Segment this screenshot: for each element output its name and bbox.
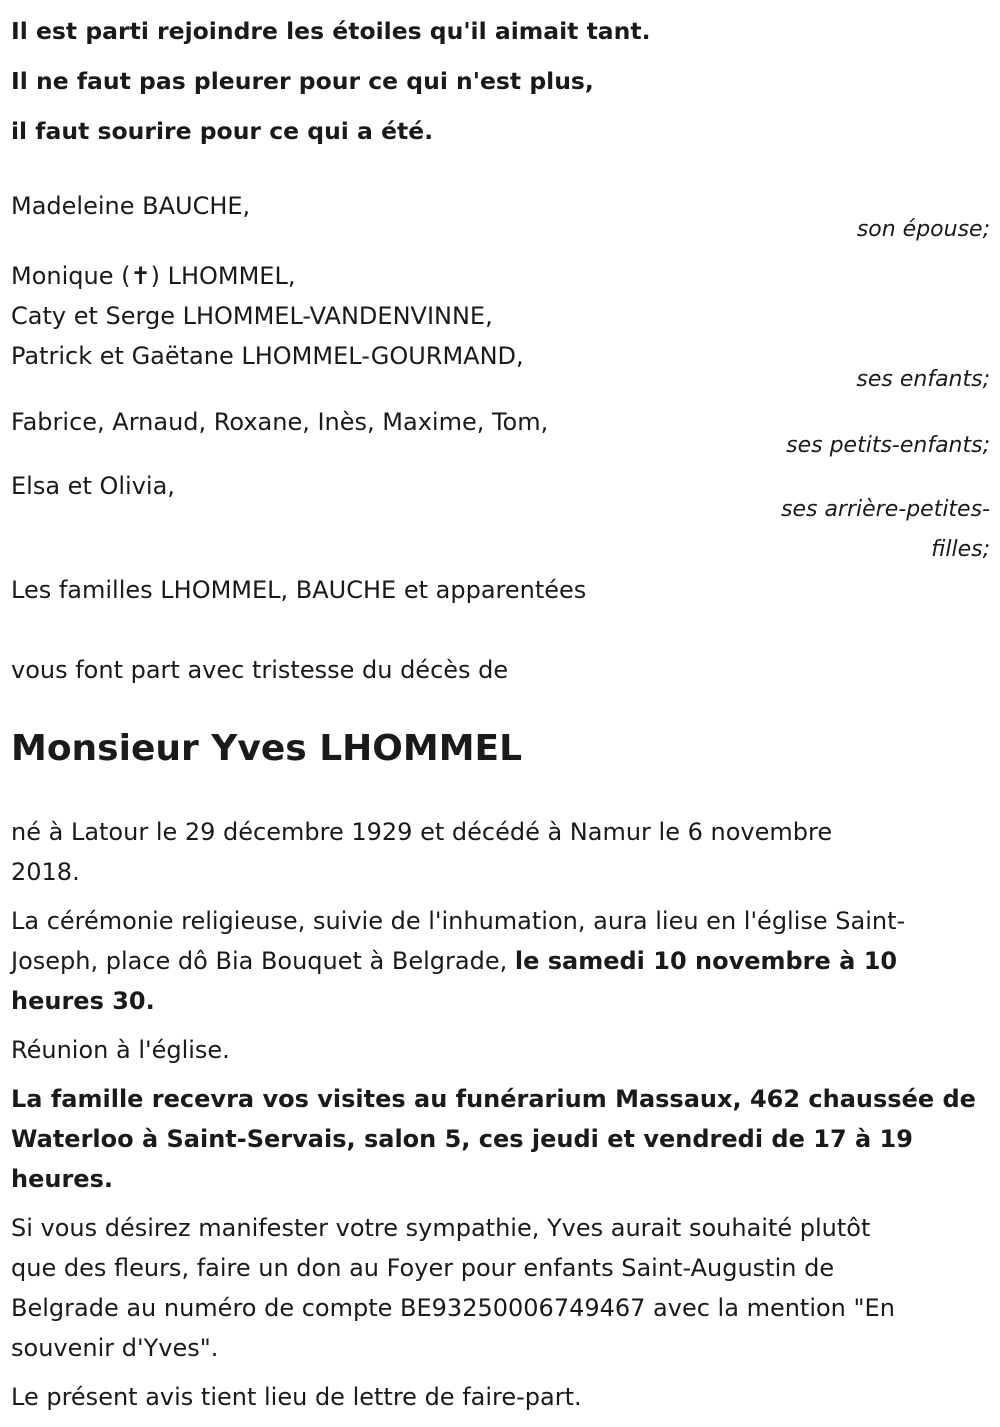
paragraph-line: Belgrade au numéro de compte BE93250006749467 avec la mention "En <box>11 1294 895 1322</box>
obituary-notice <box>11 0 991 1417</box>
spouse-relation: son épouse; <box>856 217 990 242</box>
great-grandchildren-block <box>11 466 991 570</box>
great-grandchildren-relation-cont: filles; <box>931 537 990 562</box>
great-grandchildren-relation: ses arrière-petites- <box>781 497 990 522</box>
children-relation: ses enfants; <box>856 367 990 392</box>
paragraph-line: né à Latour le 29 décembre 1929 et décédé à Namur le 6 novembre <box>11 818 833 846</box>
grandchildren-names: Fabrice, Arnaud, Roxane, Inès, Maxime, Tom, <box>11 408 549 436</box>
paragraph-line: heures. <box>11 1165 113 1193</box>
great-grandchildren-names: Elsa et Olivia, <box>11 472 175 500</box>
donation-paragraph <box>11 1208 991 1368</box>
meeting-line: Réunion à l'église. <box>11 1036 230 1064</box>
ceremony-place: Joseph, place dô Bia Bouquet à Belgrade, <box>11 947 515 975</box>
paragraph-line: La cérémonie religieuse, suivie de l'inhumation, aura lieu en l'église Saint- <box>11 907 906 935</box>
child-name: Caty et Serge LHOMMEL-VANDENVINNE, <box>11 302 493 330</box>
paragraph-line: Si vous désirez manifester votre sympathie, Yves aurait souhaité plutôt <box>11 1214 871 1242</box>
families-line: Les familles LHOMMEL, BAUCHE et apparentées <box>11 576 587 604</box>
ceremony-paragraph <box>11 901 991 1021</box>
ceremony-date: le samedi 10 novembre à 10 <box>514 947 898 975</box>
ceremony-time: heures 30. <box>11 987 155 1015</box>
spouse-block <box>11 186 991 250</box>
closing-line: Le présent avis tient lieu de lettre de faire-part. <box>11 1383 582 1411</box>
child-name: Monique (✝) LHOMMEL, <box>11 262 296 290</box>
grandchildren-relation: ses petits-enfants; <box>786 433 990 458</box>
paragraph-line: que des fleurs, faire un don au Foyer pour enfants Saint-Augustin de <box>11 1254 835 1282</box>
spouse-name: Madeleine BAUCHE, <box>11 192 251 220</box>
visits-paragraph <box>11 1079 991 1199</box>
child-name: Patrick et Gaëtane LHOMMEL-GOURMAND, <box>11 342 524 370</box>
paragraph-line: 2018. <box>11 858 80 886</box>
children-block <box>11 256 991 400</box>
paragraph-line <box>11 941 991 981</box>
epigraph-line: Il est parti rejoindre les étoiles qu'il aimait tant. <box>11 17 651 45</box>
announcement-line: vous font part avec tristesse du décès de <box>11 656 509 684</box>
paragraph-line: Waterloo à Saint-Servais, salon 5, ces jeudi et vendredi de 17 à 19 <box>11 1125 913 1153</box>
birth-death-paragraph <box>11 812 991 892</box>
epigraph <box>11 0 991 156</box>
epigraph-line: Il ne faut pas pleurer pour ce qui n'est plus, <box>11 67 594 95</box>
paragraph-line: La famille recevra vos visites au funérarium Massaux, 462 chaussée de <box>11 1085 976 1113</box>
epigraph-line: il faut sourire pour ce qui a été. <box>11 117 434 145</box>
paragraph-line: souvenir d'Yves". <box>11 1334 219 1362</box>
deceased-name: Monsieur Yves LHOMMEL <box>11 728 523 769</box>
grandchildren-block <box>11 402 991 466</box>
